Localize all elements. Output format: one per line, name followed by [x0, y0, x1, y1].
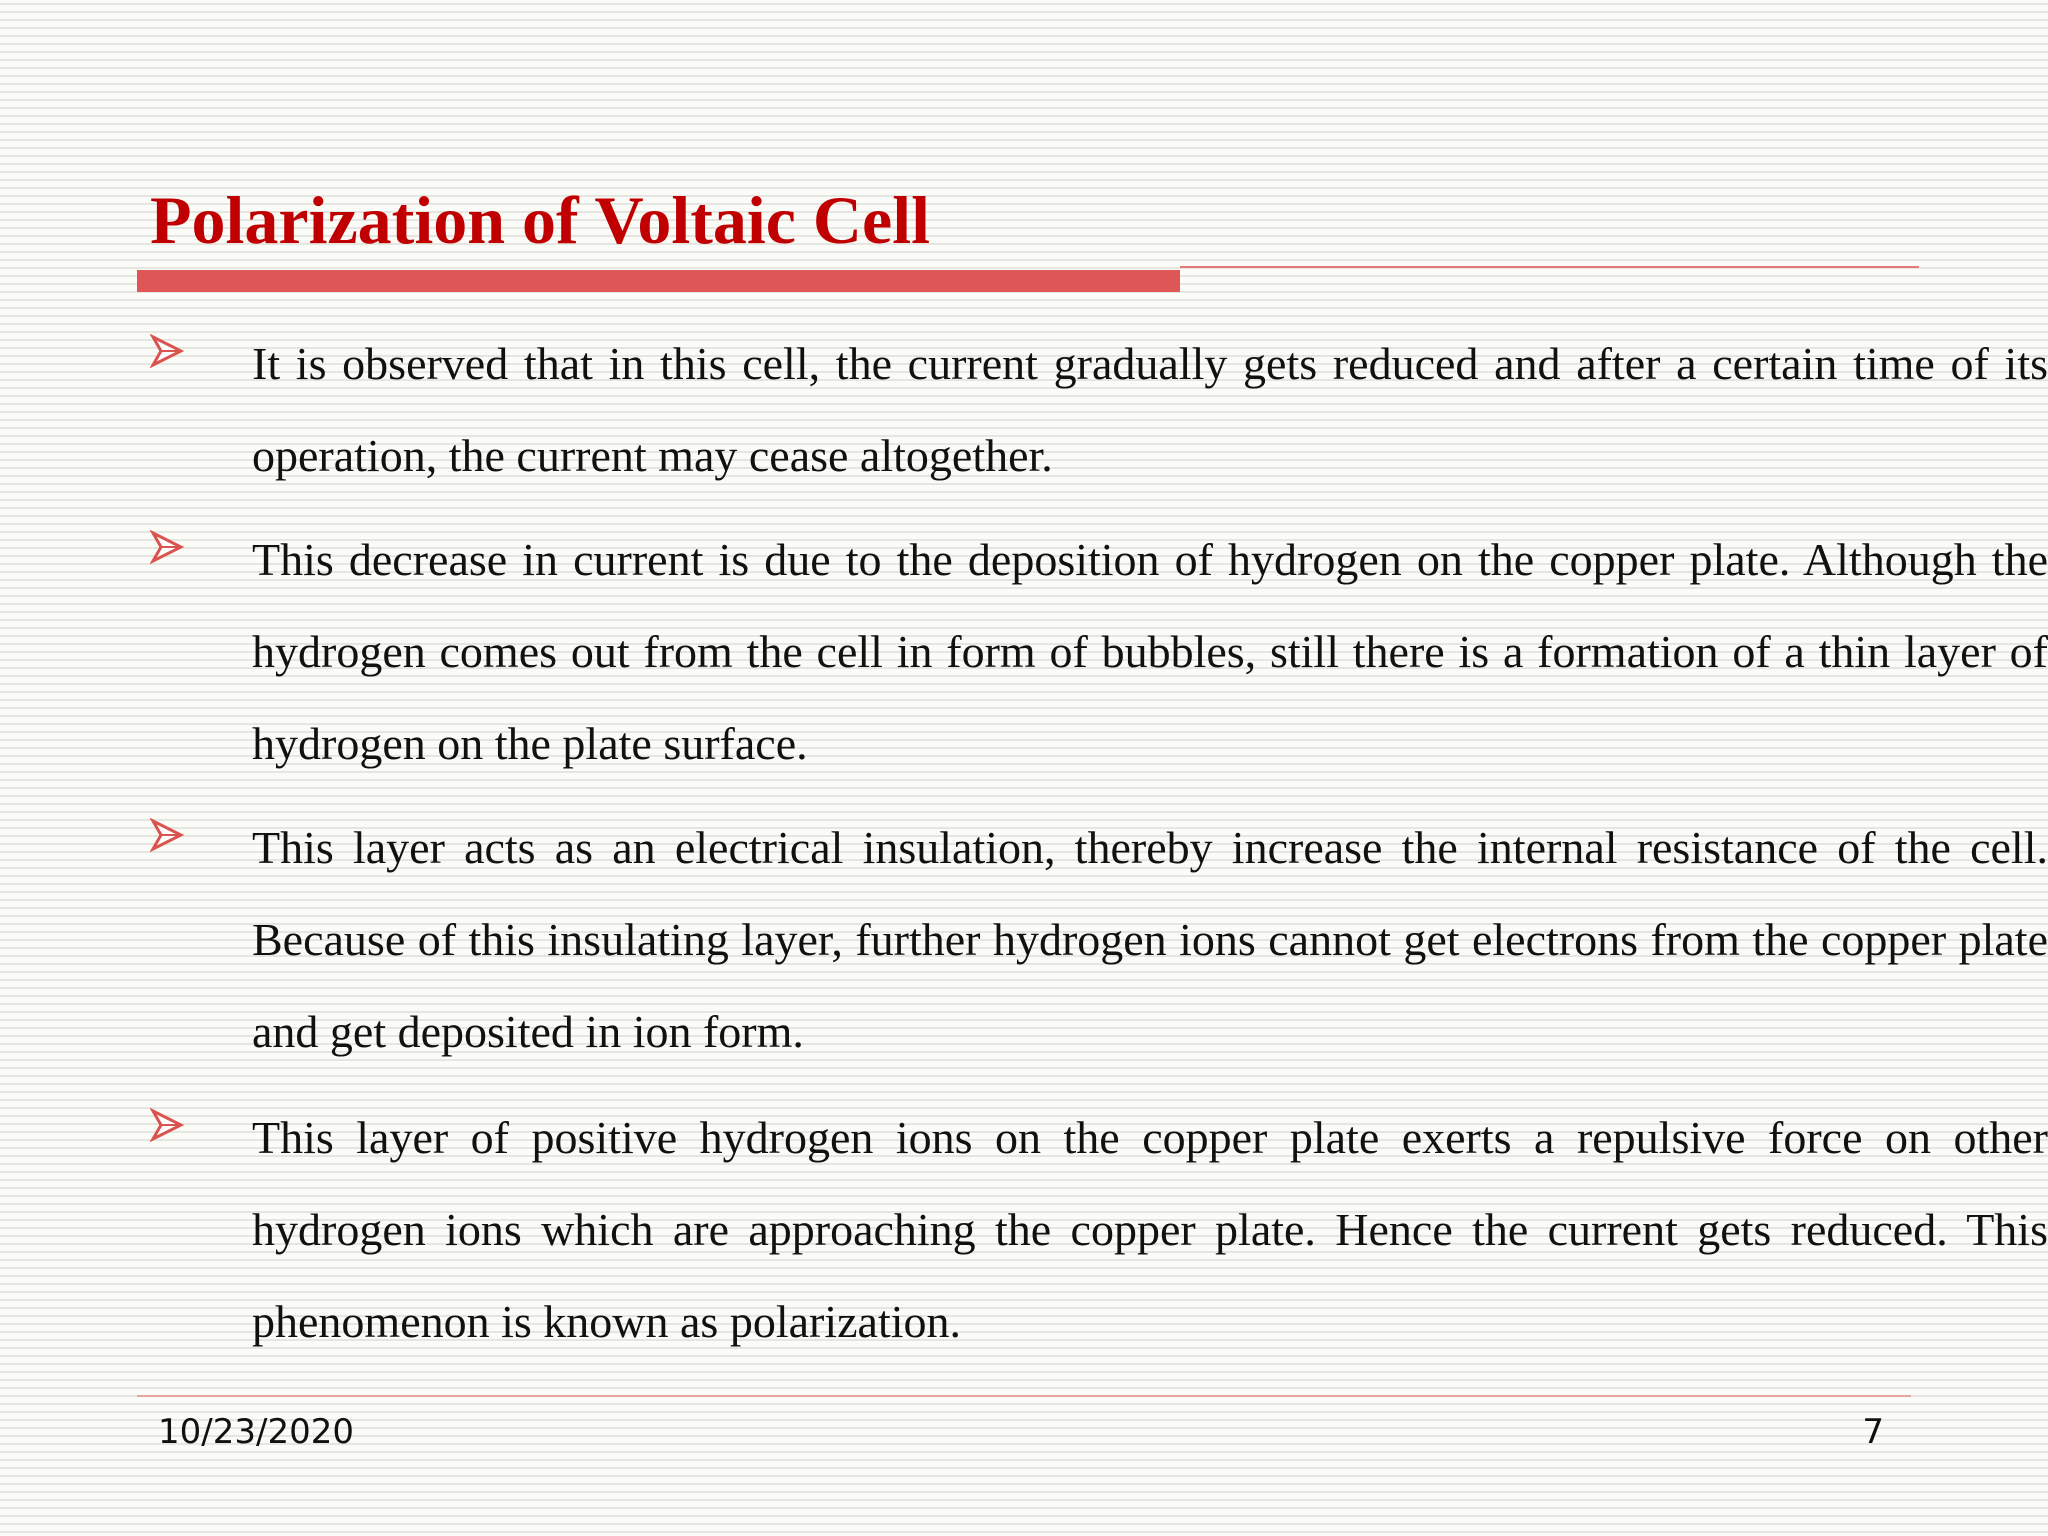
footer-divider [137, 1395, 1911, 1397]
arrowhead-bullet-icon [150, 818, 184, 852]
bullet-text: This layer acts as an electrical insulation, thereby increase the internal resistance of the cell. Because of this insulating layer, further hydrogen ions cannot get electrons from the copper plate and get deposited in ion form. [252, 822, 2048, 1057]
arrowhead-bullet-icon [150, 530, 184, 564]
bullet-text: It is observed that in this cell, the current gradually gets reduced and after a certain time of its operation, the current may cease altogether. [252, 338, 2048, 481]
slide-title: Polarization of Voltaic Cell [150, 182, 931, 258]
bullet-item [150, 802, 2048, 1078]
bullet-item [150, 1092, 2048, 1368]
footer-date: 10/23/2020 [158, 1412, 354, 1452]
bullet-text: This layer of positive hydrogen ions on the copper plate exerts a repulsive force on other hydrogen ions which are approaching the copper plate. Hence the current gets reduced. This phenomenon is known as polarization. [252, 1112, 2048, 1347]
bullet-item [150, 514, 2048, 790]
arrowhead-bullet-icon [150, 1108, 184, 1142]
bullet-item [150, 318, 2048, 502]
bullet-text: This decrease in current is due to the deposition of hydrogen on the copper plate. Although the hydrogen comes out from the cell in form of bubbles, still there is a formation of a thin layer of hydrogen on the plate surface. [252, 534, 2048, 769]
slide-number: 7 [1862, 1412, 1884, 1452]
arrowhead-bullet-icon [150, 334, 184, 368]
